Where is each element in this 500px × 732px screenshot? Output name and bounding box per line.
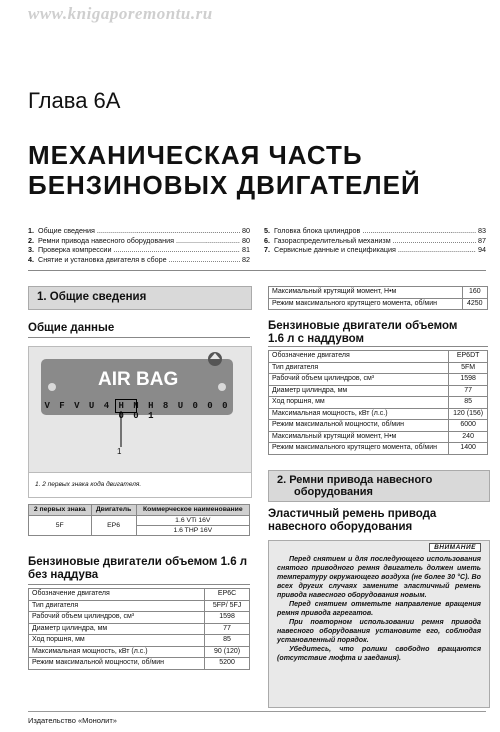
page-title xyxy=(28,140,488,200)
emblem-and-callout xyxy=(29,347,251,477)
turbo-engines-heading: Бензиновые двигатели объемом 1.6 л с наддувом xyxy=(268,320,458,345)
turbo-spec-table xyxy=(268,350,488,455)
na-engines-heading: Бензиновые двигатели объемом 1.6 л без наддува xyxy=(28,556,248,581)
footer-rule xyxy=(28,711,486,712)
table-row: Максимальный крутящий момент, Н•м 240 xyxy=(269,431,488,443)
table-row: Режим максимального крутящего момента, об/мин 4250 xyxy=(269,298,488,310)
table-row: Обозначение двигателя EP6DT xyxy=(269,351,488,363)
table-row: Диаметр цилиндра, мм 77 xyxy=(29,623,250,635)
table-row: Тип двигателя 5FM xyxy=(269,362,488,374)
table-row: Тип двигателя 5FP/ 5FJ xyxy=(29,600,250,612)
toc-left xyxy=(28,226,250,264)
warning-paragraph: При повторном использовании ремня привода навесного оборудования установите его, соблюдая установленный порядок. xyxy=(277,618,481,644)
toc-item[interactable]: 4. Снятие и установка двигателя в сборе ..... 82 xyxy=(28,255,250,265)
heading-rule xyxy=(28,337,250,338)
table-row: Ход поршня, мм 85 xyxy=(269,397,488,409)
table-cell: EP6 xyxy=(91,516,136,536)
table-header: Двигатель xyxy=(91,505,136,516)
airbag-label: AIR BAG xyxy=(98,369,179,390)
warning-paragraph: Убедитесь, что ролики свободно вращаются (отсутствие люфта и заедания). xyxy=(277,645,481,662)
toc-item[interactable]: 7. Сервисные данные и спецификация ..... 94 xyxy=(264,245,486,255)
table-row: Режим максимальной мощности, об/мин 6000 xyxy=(269,420,488,432)
watermark: www.knigaporemontu.ru xyxy=(28,4,213,23)
title-line-1: МЕХАНИЧЕСКАЯ ЧАСТЬ xyxy=(28,140,363,170)
table-row: Максимальная мощность, кВт (л.с.) 90 (120) xyxy=(29,646,250,658)
figure-caption: 1. 2 первых знака кода двигателя. xyxy=(29,472,251,497)
table-row: Обозначение двигателя EP6C xyxy=(29,589,250,601)
heading-rule xyxy=(28,584,250,585)
table-cell: 1.6 THP 16V xyxy=(136,526,249,536)
toc-item[interactable]: 3. Проверка компрессии ..... 81 xyxy=(28,245,250,255)
toc-right xyxy=(264,226,486,255)
table-row: Максимальный крутящий момент, Н•м 160 xyxy=(269,287,488,299)
table-header: Коммерческое наименование xyxy=(136,505,249,516)
vin-plate-figure xyxy=(28,346,252,498)
table-row: Рабочий объем цилиндров, см³ 1598 xyxy=(269,374,488,386)
table-row: Режим максимального крутящего момента, об/мин 1400 xyxy=(269,443,488,455)
warning-paragraph: Перед снятием и для последующего использования снятого приводного ремня двигатель должен иметь температуру окружающего воздуха (не более 30 °С). Во всех других случаях замените эластичный ремень привода навесного оборудования новым. xyxy=(277,555,481,599)
belt-heading: Эластичный ремень привода навесного оборудования xyxy=(268,508,437,533)
warning-paragraph: Перед снятием отметьте направление вращения ремня привода агрегатов. xyxy=(277,600,481,617)
publisher-footer: Издательство «Монолит» xyxy=(28,716,117,725)
heading-rule xyxy=(268,346,488,347)
table-header: 2 первых знака xyxy=(29,505,92,516)
table-row: Ход поршня, мм 85 xyxy=(29,635,250,647)
callout-number: 1 xyxy=(117,447,122,456)
toc-item[interactable]: 5. Головка блока цилиндров ..... 83 xyxy=(264,226,486,236)
general-data-heading: Общие данные xyxy=(28,322,115,334)
section-1-header: 1. Общие сведения xyxy=(28,286,252,310)
table-row: Режим максимальной мощности, об/мин 5200 xyxy=(29,658,250,670)
title-line-2: БЕНЗИНОВЫХ ДВИГАТЕЛЕЙ xyxy=(28,170,421,200)
toc-item[interactable]: 2. Ремни привода навесного оборудования ..... 80 xyxy=(28,236,250,246)
section-2-header: 2. Ремни привода навесного оборудования xyxy=(268,470,490,502)
engine-code-table xyxy=(28,504,250,536)
table-row: Максимальная мощность, кВт (л.с.) 120 (156) xyxy=(269,408,488,420)
warning-box xyxy=(268,540,490,708)
table-cell: 5F xyxy=(29,516,92,536)
table-row: Диаметр цилиндра, мм 77 xyxy=(269,385,488,397)
toc-item[interactable]: 6. Газораспределительный механизм ..... 87 xyxy=(264,236,486,246)
toc-item[interactable]: 1. Общие сведения ..... 80 xyxy=(28,226,250,236)
vin-number: V F V U 4 H N H 8 U 0 0 0 0 0 1 xyxy=(44,401,230,421)
torque-spec-table xyxy=(268,286,488,310)
na-spec-table xyxy=(28,588,250,670)
toc-divider xyxy=(28,270,486,271)
warning-tag: ВНИМАНИЕ xyxy=(429,543,481,552)
table-row: Рабочий объем цилиндров, см³ 1598 xyxy=(29,612,250,624)
warning-text xyxy=(277,555,481,663)
table-cell: 1.6 VTi 16V xyxy=(136,516,249,526)
chapter-label: Глава 6А xyxy=(28,88,121,113)
